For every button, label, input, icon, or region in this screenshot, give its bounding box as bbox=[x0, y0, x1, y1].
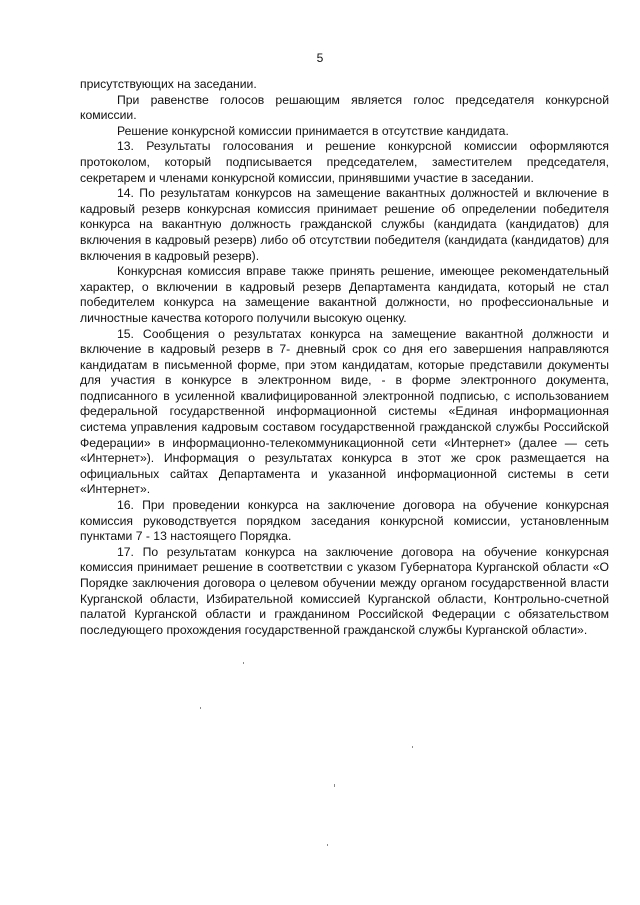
document-body bbox=[80, 77, 609, 638]
paragraph-13: 13. Результаты голосования и решение конкурсной комиссии оформляются протоколом, который подписывается председателем, заместителем председателя, секретарем и членами конкурсной комиссии, принявшими участие в заседании. bbox=[80, 139, 609, 185]
paragraph-16: 16. При проведении конкурса на заключение договора на обучение конкурсная комиссия руководствуется порядком заседания конкурсной комиссии, установленным пунктами 7 - 13 настоящего Порядка. bbox=[80, 498, 609, 544]
paragraph-14: 14. По результатам конкурсов на замещение вакантных должностей и включение в кадровый резерв конкурсная комиссия принимает решение об определении победителя конкурса на вакантную должность гражданской службы (кандидата (кандидатов) для включения в кадровый резерв) либо об отсутствии победителя (кандидата (кандидатов) для включения в кадровый резерв). bbox=[80, 186, 609, 263]
paragraph-17: 17. По результатам конкурса на заключение договора на обучение конкурсная комиссия принимает решение в соответствии с указом Губернатора Курганской области «О Порядке заключения договора о целевом обучении между органом государственной власти Курганской области, Избирательной комиссией Курганской области, Контрольно-счетной палатой Курганской области и гражданином Российской Федерации с обязательством последующего прохождения государственной гражданской службы Курганской области». bbox=[80, 544, 609, 637]
paragraph-15: 15. Сообщения о результатах конкурса на замещение вакантной должности и включение в кадровый резерв в 7- дневный срок со дня его завершения направляются кандидатам в письменной форме, при этом кандидатам, которые представили документы для участия в конкурсе в электронном виде, - в форме электронного документа, подписанного в усиленной квалифицированной электронной подписью, с использованием федеральной государственной информационной системы «Единая информационная система управления кадровым составом государственной гражданской службы Российской Федерации» в информационно-телекоммуникационной сети «Интернет» (далее — сеть «Интернет»). Информация о результатах конкурса в этот же срок размещается на официальных сайтах Департамента и указанной информационной системы в сети «Интернет». bbox=[80, 326, 609, 497]
paragraph-recommendation: Конкурсная комиссия вправе также принять решение, имеющее рекомендательный характер, о включении в кадровый резерв Департамента кандидата, который не стал победителем конкурса на замещение вакантной должности, но профессиональные и личностные качества которого получили высокую оценку. bbox=[80, 264, 609, 325]
paragraph-continuation: присутствующих на заседании. bbox=[80, 77, 257, 91]
paragraph-tie-vote: При равенстве голосов решающим является голос председателя конкурсной комиссии. bbox=[80, 92, 609, 123]
paragraph-decision-absence: Решение конкурсной комиссии принимается в отсутствие кандидата. bbox=[117, 123, 509, 138]
page-number: 5 bbox=[316, 51, 324, 65]
